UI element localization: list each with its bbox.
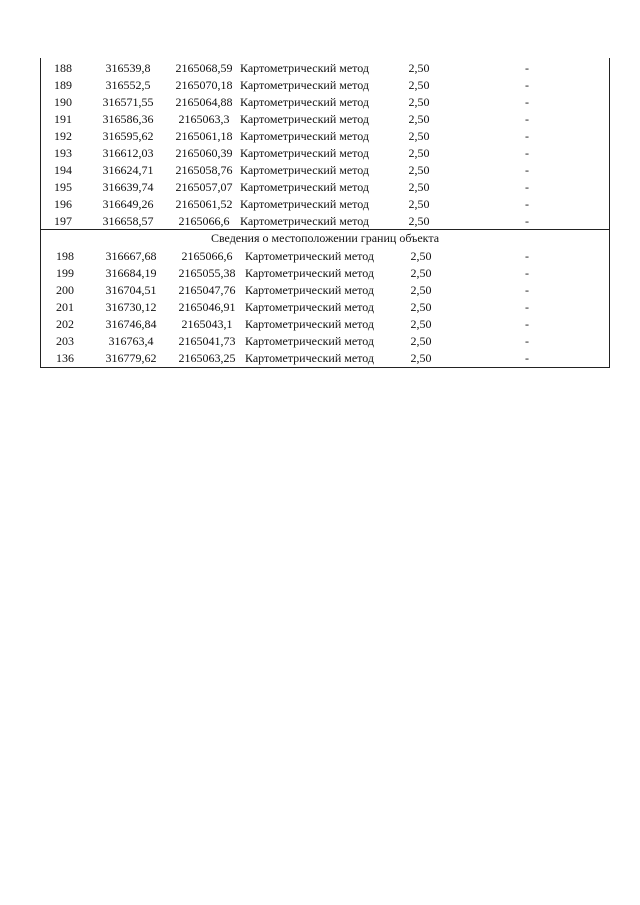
coordinates-table <box>40 58 610 368</box>
method: Картометрический метод <box>240 146 370 160</box>
accuracy: 2,50 <box>410 300 432 314</box>
point-number: 193 <box>54 146 72 160</box>
table-row <box>41 111 609 128</box>
coordinate-y: 2165055,38 <box>178 266 236 280</box>
table-row <box>41 316 609 333</box>
point-number: 203 <box>56 334 74 348</box>
coordinate-x: 316730,12 <box>105 300 157 314</box>
point-number: 194 <box>54 163 72 177</box>
coordinate-y: 2165070,18 <box>175 78 233 92</box>
coordinate-x: 316763,4 <box>108 334 154 348</box>
method: Картометрический метод <box>240 95 370 109</box>
table-row <box>41 248 609 265</box>
coordinate-x: 316684,19 <box>105 266 157 280</box>
description: - <box>525 266 529 280</box>
accuracy: 2,50 <box>410 283 432 297</box>
accuracy: 2,50 <box>410 334 432 348</box>
method: Картометрический метод <box>240 163 370 177</box>
coordinate-y: 2165058,76 <box>175 163 233 177</box>
accuracy: 2,50 <box>408 197 430 211</box>
accuracy: 2,50 <box>408 146 430 160</box>
method: Картометрический метод <box>240 197 370 211</box>
point-number: 196 <box>54 197 72 211</box>
coordinate-x: 316667,68 <box>105 249 157 263</box>
description: - <box>525 249 529 263</box>
table-row <box>41 162 609 179</box>
coordinate-y: 2165068,59 <box>175 61 233 75</box>
table-row <box>41 265 609 282</box>
table-row <box>41 213 609 230</box>
description: - <box>525 300 529 314</box>
method: Картометрический метод <box>240 78 370 92</box>
method: Картометрический метод <box>240 129 370 143</box>
coordinate-y: 2165046,91 <box>178 300 236 314</box>
description: - <box>525 146 529 160</box>
accuracy: 2,50 <box>410 266 432 280</box>
point-number: 200 <box>56 283 74 297</box>
coordinate-x: 316704,51 <box>105 283 157 297</box>
description: - <box>525 214 529 228</box>
coordinate-y: 2165066,6 <box>181 249 233 263</box>
table-row <box>41 60 609 77</box>
table-row <box>41 333 609 350</box>
description: - <box>525 197 529 211</box>
coordinate-y: 2165063,25 <box>178 351 236 365</box>
table-row <box>41 350 609 367</box>
method: Картометрический метод <box>245 300 375 314</box>
table-row <box>41 179 609 196</box>
method: Картометрический метод <box>245 351 375 365</box>
accuracy: 2,50 <box>410 351 432 365</box>
accuracy: 2,50 <box>408 180 430 194</box>
method: Картометрический метод <box>240 180 370 194</box>
table-row <box>41 282 609 299</box>
coordinate-x: 316539,8 <box>105 61 151 75</box>
coordinate-y: 2165061,52 <box>175 197 233 211</box>
coordinate-y: 2165063,3 <box>178 112 230 126</box>
point-number: 136 <box>56 351 74 365</box>
method: Картометрический метод <box>240 61 370 75</box>
coordinate-x: 316586,36 <box>102 112 154 126</box>
point-number: 191 <box>54 112 72 126</box>
table-row <box>41 299 609 316</box>
coordinate-y: 2165066,6 <box>178 214 230 228</box>
point-number: 197 <box>54 214 72 228</box>
coordinate-x: 316649,26 <box>102 197 154 211</box>
coordinate-x: 316639,74 <box>102 180 154 194</box>
description: - <box>525 334 529 348</box>
accuracy: 2,50 <box>408 95 430 109</box>
point-number: 190 <box>54 95 72 109</box>
method: Картометрический метод <box>240 112 370 126</box>
coordinate-x: 316779,62 <box>105 351 157 365</box>
method: Картометрический метод <box>245 249 375 263</box>
table-row <box>41 128 609 145</box>
coordinate-x: 316571,55 <box>102 95 154 109</box>
table-row <box>41 196 609 213</box>
coordinate-x: 316552,5 <box>105 78 151 92</box>
description: - <box>525 61 529 75</box>
method: Картометрический метод <box>245 317 375 331</box>
accuracy: 2,50 <box>410 249 432 263</box>
description: - <box>525 112 529 126</box>
point-number: 198 <box>56 249 74 263</box>
description: - <box>525 163 529 177</box>
coordinate-y: 2165041,73 <box>178 334 236 348</box>
point-number: 195 <box>54 180 72 194</box>
coordinate-y: 2165057,07 <box>175 180 233 194</box>
coordinate-x: 316658,57 <box>102 214 154 228</box>
point-number: 201 <box>56 300 74 314</box>
coordinate-y: 2165064,88 <box>175 95 233 109</box>
description: - <box>525 317 529 331</box>
table-row <box>41 145 609 162</box>
method: Картометрический метод <box>245 283 375 297</box>
accuracy: 2,50 <box>408 163 430 177</box>
description: - <box>525 283 529 297</box>
table-row <box>41 77 609 94</box>
accuracy: 2,50 <box>408 112 430 126</box>
point-number: 192 <box>54 129 72 143</box>
point-number: 189 <box>54 78 72 92</box>
coordinate-y: 2165047,76 <box>178 283 236 297</box>
coordinate-x: 316624,71 <box>102 163 154 177</box>
accuracy: 2,50 <box>408 61 430 75</box>
coordinate-x: 316595,62 <box>102 129 154 143</box>
method: Картометрический метод <box>245 266 375 280</box>
point-number: 199 <box>56 266 74 280</box>
description: - <box>525 129 529 143</box>
coordinate-y: 2165061,18 <box>175 129 233 143</box>
accuracy: 2,50 <box>408 78 430 92</box>
accuracy: 2,50 <box>410 317 432 331</box>
coordinate-y: 2165043,1 <box>181 317 233 331</box>
point-number: 202 <box>56 317 74 331</box>
coordinate-x: 316612,03 <box>102 146 154 160</box>
description: - <box>525 180 529 194</box>
point-number: 188 <box>54 61 72 75</box>
coordinate-x: 316746,84 <box>105 317 157 331</box>
coordinate-y: 2165060,39 <box>175 146 233 160</box>
section-title: Сведения о местоположении границ объекта <box>210 231 440 245</box>
table-row <box>41 94 609 111</box>
description: - <box>525 78 529 92</box>
method: Картометрический метод <box>240 214 370 228</box>
accuracy: 2,50 <box>408 214 430 228</box>
method: Картометрический метод <box>245 334 375 348</box>
accuracy: 2,50 <box>408 129 430 143</box>
description: - <box>525 95 529 109</box>
description: - <box>525 351 529 365</box>
